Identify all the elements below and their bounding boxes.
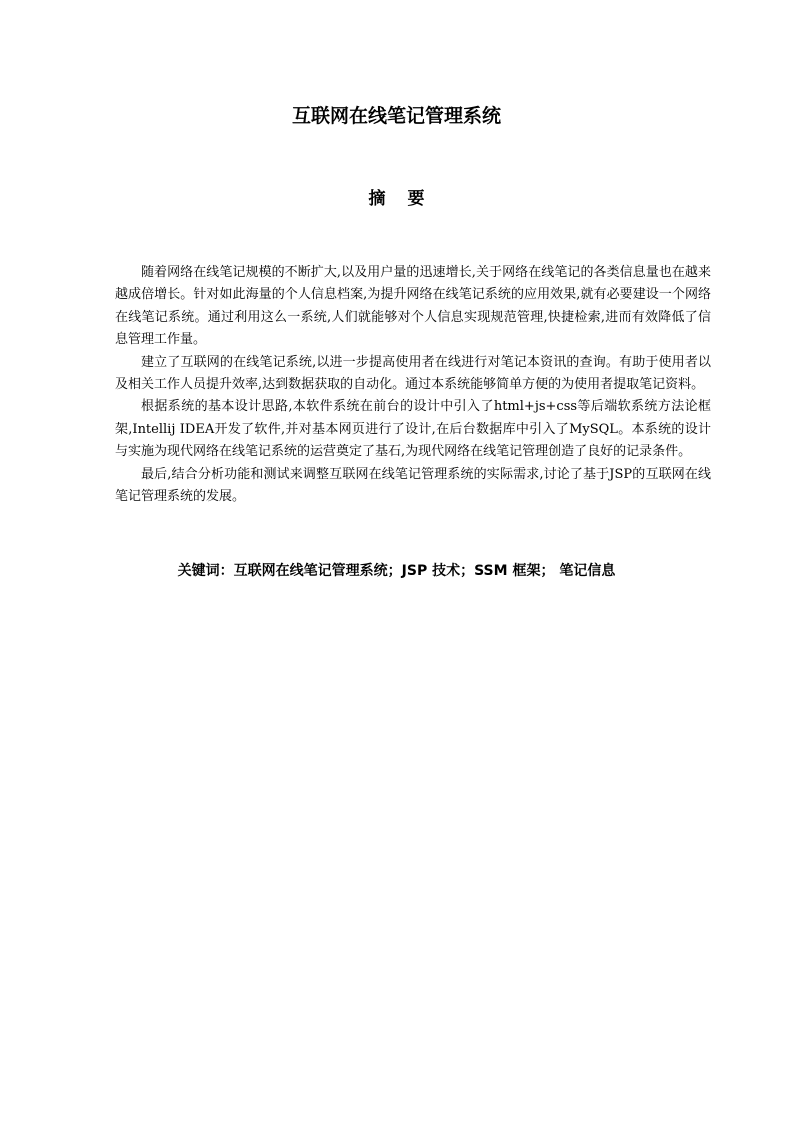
abstract-heading: 摘要 (368, 189, 447, 209)
abstract-paragraph-2: 建立了互联网的在线笔记系统,以进一步提高使用者在线进行对笔记本资讯的查询。有助于使用者以及相关工作人员提升效率,达到数据获取的自动化。通过本系统能够简单方便的为使用者提取笔记资料。 (115, 354, 711, 393)
keywords-line: 关键词：互联网在线笔记管理系统；JSP 技术；SSM 框架； 笔记信息 (177, 563, 616, 579)
document-title: 互联网在线笔记管理系统 (291, 105, 501, 127)
abstract-paragraph-1: 随着网络在线笔记规模的不断扩大,以及用户量的迅速增长,关于网络在线笔记的各类信息量也在越来越成倍增长。针对如此海量的个人信息档案,为提升网络在线笔记系统的应用效果,就有必要建设一个网络在线笔记系统。通过利用这么一系统,人们就能够对个人信息实现规范管理,快捷检索,进而有效降低了信息管理工作量。 (115, 265, 711, 348)
abstract-paragraph-4: 最后,结合分析功能和测试来调整互联网在线笔记管理系统的实际需求,讨论了基于JSP的互联网在线笔记管理系统的发展。 (115, 466, 711, 505)
abstract-body (115, 262, 711, 508)
abstract-paragraph-3: 根据系统的基本设计思路,本软件系统在前台的设计中引入了html+js+css等后端软系统方法论框架,Intellij IDEA开发了软件,并对基本网页进行了设计,在后台数据库中引入了MySQL。本系统的设计与实施为现代网络在线笔记系统的运营奠定了基石,为现代网络在线笔记管理创造了良好的记录条件。 (115, 399, 711, 460)
